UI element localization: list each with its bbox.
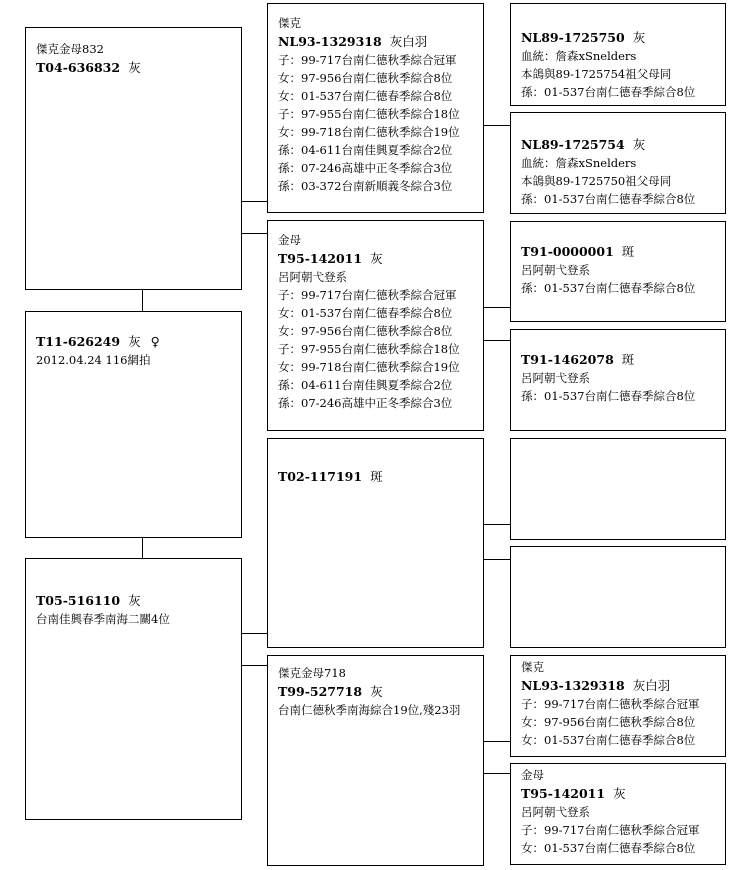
r4-color: 斑: [621, 352, 635, 367]
sire-dam-box: [267, 220, 484, 431]
ggp-box-2: [510, 112, 726, 214]
dam-dam-box: [267, 655, 484, 866]
ggp-box-8: [510, 763, 726, 865]
dam-color: 灰: [128, 593, 141, 608]
dd-color: 灰: [370, 684, 383, 699]
dam-sire-box: [267, 438, 484, 648]
r7-line: 女：97-956台南仁德秋季綜合8位: [521, 715, 696, 729]
r3-line: 孫：01-537台南仁德春季綜合8位: [521, 281, 696, 295]
ggp-box-7: [510, 655, 726, 757]
connector-line: [242, 633, 267, 634]
connector-line: [484, 773, 510, 774]
connector-line: [242, 233, 267, 234]
ggp-box-6: [510, 546, 726, 648]
dd-record: 台南仁德秋季南海綜合19位,殘23羽: [278, 703, 461, 717]
sd-record: 孫：04-611台南佳興夏季綜合2位: [278, 378, 453, 392]
connector-line: [484, 524, 510, 525]
ss-id: NL93-1329318: [278, 34, 382, 49]
ds-id: T02-117191: [278, 469, 363, 484]
r3-id: T91-0000001: [521, 244, 614, 259]
r8-line: 呂阿朝弋登系: [521, 805, 590, 819]
ggp-box-4: [510, 329, 726, 431]
dam-id: T05-516110: [36, 593, 121, 608]
self-box: [25, 311, 242, 538]
sire-box: [25, 27, 242, 290]
sd-record: 呂阿朝弋登系: [278, 270, 347, 284]
r7-name: 傑克: [521, 660, 544, 674]
ggp-box-5: [510, 438, 726, 540]
r4-line: 孫：01-537台南仁德春季綜合8位: [521, 389, 696, 403]
sd-record: 女：97-956台南仁德秋季綜合8位: [278, 324, 453, 338]
ss-record: 女：97-956台南仁德秋季綜合8位: [278, 71, 453, 85]
self-color: 灰: [128, 334, 141, 349]
r1-id: NL89-1725750: [521, 30, 625, 45]
ss-record: 子：97-955台南仁德秋季綜合18位: [278, 107, 460, 121]
connector-line: [484, 125, 510, 126]
dam-note: 台南佳興春季南海二關4位: [36, 612, 170, 626]
r8-line: 子：99-717台南仁德秋季綜合冠軍: [521, 823, 700, 837]
r3-line: 呂阿朝弋登系: [521, 263, 590, 277]
r8-line: 女：01-537台南仁德春季綜合8位: [521, 841, 696, 855]
sd-record: 女：99-718台南仁德秋季綜合19位: [278, 360, 460, 374]
connector-line: [242, 665, 267, 666]
ss-color: 灰白羽: [389, 34, 428, 49]
sd-record: 女：01-537台南仁德春季綜合8位: [278, 306, 453, 320]
self-sex: ♀: [150, 334, 160, 349]
r8-name: 金母: [521, 768, 544, 782]
connector-line: [484, 741, 510, 742]
ss-record: 子：99-717台南仁德秋季綜合冠軍: [278, 53, 457, 67]
r1-line: 孫：01-537台南仁德春季綜合8位: [521, 85, 696, 99]
r2-line: 本鴿與89-1725750祖父母同: [521, 174, 672, 188]
r1-line: 本鴿與89-1725754祖父母同: [521, 67, 672, 81]
r4-id: T91-1462078: [521, 352, 614, 367]
ss-name: 傑克: [278, 16, 301, 30]
r2-line: 血統：詹森xSnelders: [521, 156, 637, 170]
connector-line: [484, 307, 510, 308]
ggp-box-1: [510, 3, 726, 106]
r7-line: 子：99-717台南仁德秋季綜合冠軍: [521, 697, 700, 711]
dd-id: T99-527718: [278, 684, 363, 699]
ss-record: 女：99-718台南仁德秋季綜合19位: [278, 125, 460, 139]
ggp-box-3: [510, 221, 726, 322]
dam-box: [25, 558, 242, 820]
ss-record: 孫：07-246高雄中正冬季綜合3位: [278, 161, 453, 175]
sd-id: T95-142011: [278, 251, 363, 266]
r7-line: 女：01-537台南仁德春季綜合8位: [521, 733, 696, 747]
self-note: 2012.04.24 116網拍: [36, 353, 151, 367]
r8-id: T95-142011: [521, 786, 606, 801]
r4-line: 呂阿朝弋登系: [521, 371, 590, 385]
sire-color: 灰: [128, 60, 141, 75]
connector-line: [242, 201, 267, 202]
r2-id: NL89-1725754: [521, 137, 625, 152]
ds-color: 斑: [370, 469, 383, 484]
sd-record: 子：97-955台南仁德秋季綜合18位: [278, 342, 460, 356]
r3-color: 斑: [621, 244, 635, 259]
r7-id: NL93-1329318: [521, 678, 625, 693]
r1-line: 血統：詹森xSnelders: [521, 49, 637, 63]
r8-color: 灰: [613, 786, 626, 801]
ss-record: 女：01-537台南仁德春季綜合8位: [278, 89, 453, 103]
r2-line: 孫：01-537台南仁德春季綜合8位: [521, 192, 696, 206]
r1-color: 灰: [632, 30, 646, 45]
connector-line: [484, 559, 510, 560]
sd-record: 子：99-717台南仁德秋季綜合冠軍: [278, 288, 457, 302]
sd-name: 金母: [278, 233, 301, 247]
ss-record: 孫：04-611台南佳興夏季綜合2位: [278, 143, 453, 157]
connector-line: [484, 340, 510, 341]
sire-id: T04-636832: [36, 60, 121, 75]
connector-line: [142, 538, 143, 558]
sire-name: 傑克金母832: [36, 42, 104, 56]
self-id: T11-626249: [36, 334, 121, 349]
sire-sire-box: [267, 3, 484, 213]
dd-name: 傑克金母718: [278, 666, 346, 680]
ss-record: 孫：03-372台南新順義冬綜合3位: [278, 179, 453, 193]
sd-record: 孫：07-246高雄中正冬季綜合3位: [278, 396, 453, 410]
r2-color: 灰: [632, 137, 646, 152]
connector-line: [142, 290, 143, 311]
r7-color: 灰白羽: [632, 678, 671, 693]
sd-color: 灰: [370, 251, 383, 266]
